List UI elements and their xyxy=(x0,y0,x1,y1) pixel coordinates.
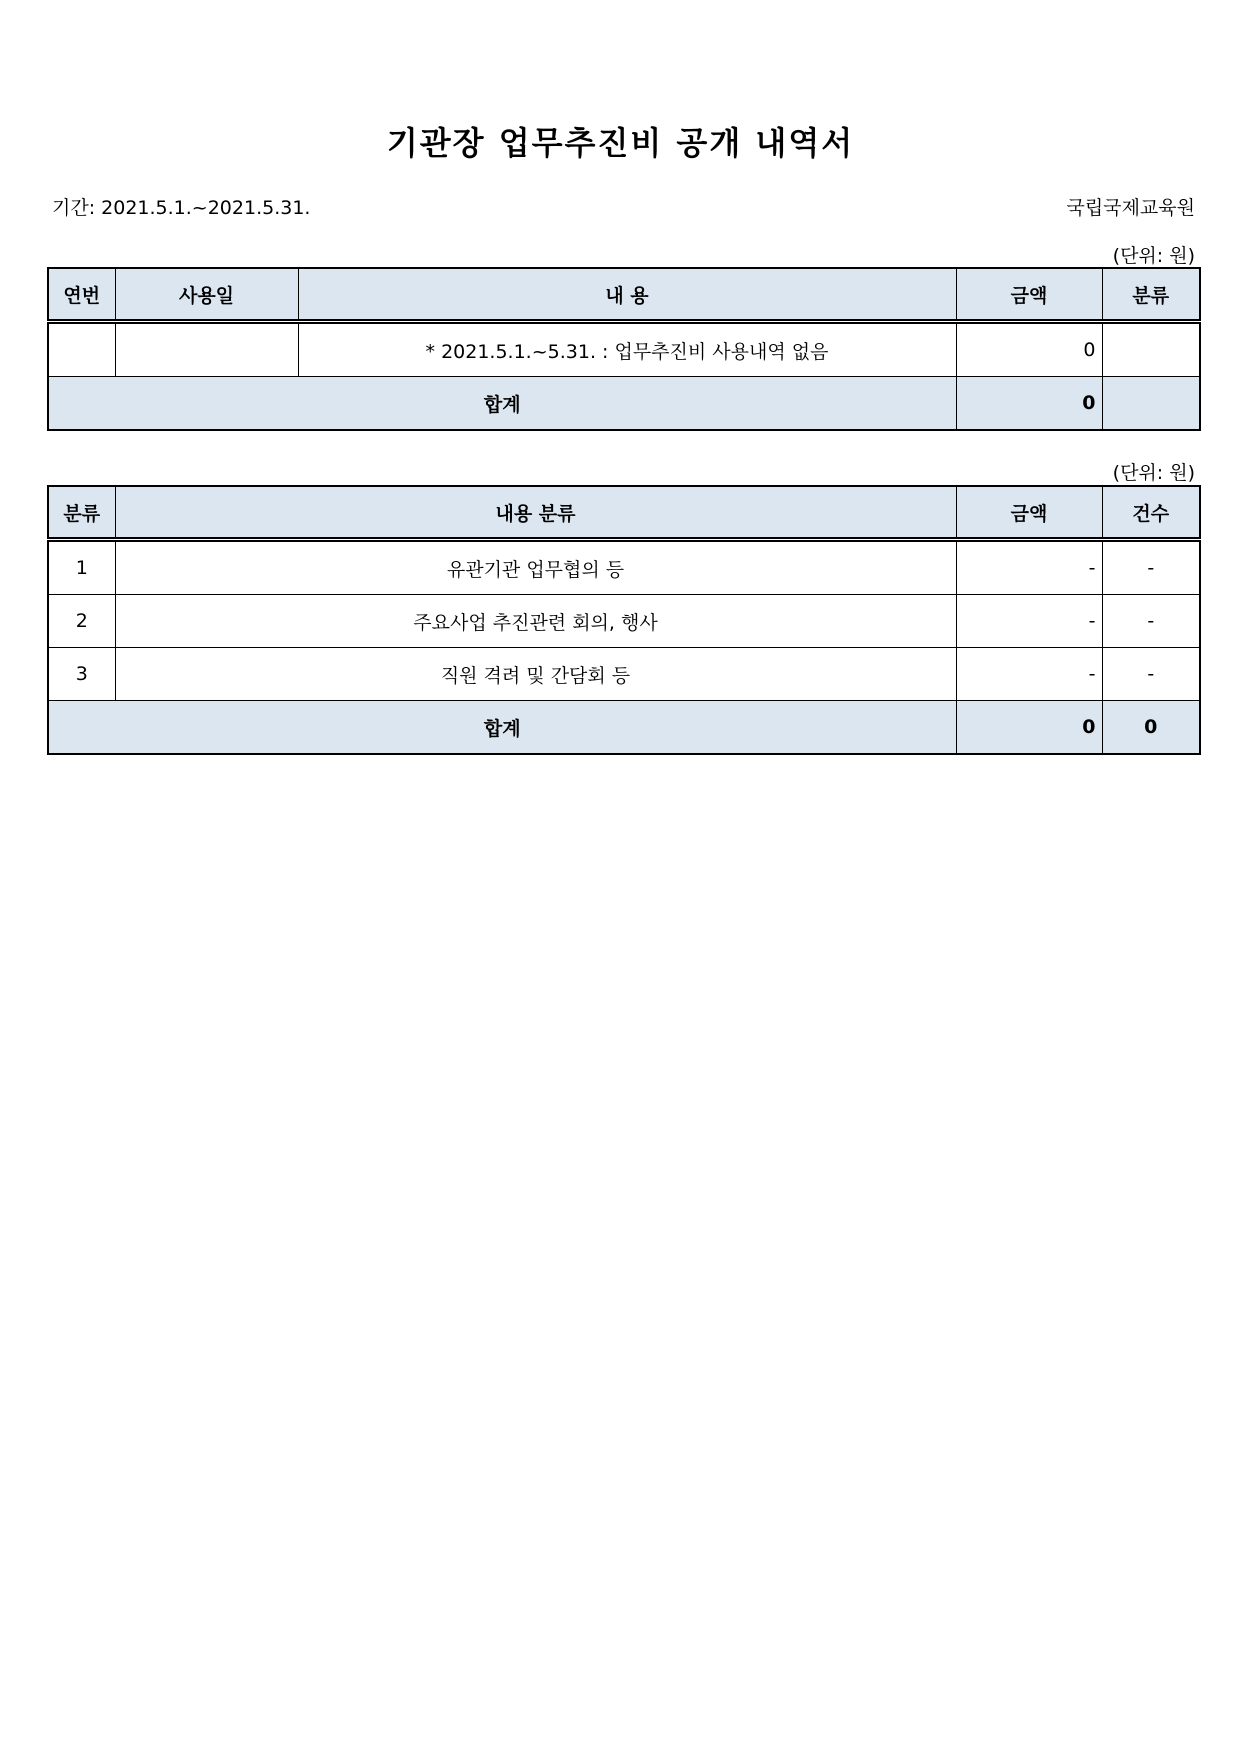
total-row xyxy=(48,377,1200,431)
cell-count: - xyxy=(1102,540,1200,595)
cell-amount: - xyxy=(956,648,1102,701)
total-label: 합계 xyxy=(48,701,956,755)
cell-content: 직원 격려 및 간담회 등 xyxy=(115,648,956,701)
header-content-category: 내용 분류 xyxy=(115,486,956,540)
total-category xyxy=(1102,377,1200,431)
cell-no xyxy=(48,322,115,377)
period-label: 기간: 2021.5.1.~2021.5.31. xyxy=(52,197,311,219)
total-amount: 0 xyxy=(956,701,1102,755)
header-no: 연번 xyxy=(48,268,115,322)
table-row xyxy=(48,322,1200,377)
table-row xyxy=(48,540,1200,595)
cell-count: - xyxy=(1102,648,1200,701)
total-row xyxy=(48,701,1200,755)
document-title: 기관장 업무추진비 공개 내역서 xyxy=(386,124,855,162)
table-header-row xyxy=(48,486,1200,540)
cell-amount: - xyxy=(956,540,1102,595)
header-category: 분류 xyxy=(48,486,115,540)
header-amount: 금액 xyxy=(956,486,1102,540)
organization-name: 국립국제교육원 xyxy=(1066,197,1195,219)
cell-no: 2 xyxy=(48,595,115,648)
table-row xyxy=(48,648,1200,701)
header-amount: 금액 xyxy=(956,268,1102,322)
cell-amount: 0 xyxy=(956,322,1102,377)
expense-detail-table xyxy=(47,267,1201,431)
table-header-row xyxy=(48,268,1200,322)
header-content: 내 용 xyxy=(298,268,956,322)
header-category: 분류 xyxy=(1102,268,1200,322)
cell-no: 1 xyxy=(48,540,115,595)
cell-category xyxy=(1102,322,1200,377)
expense-summary-table xyxy=(47,485,1201,755)
header-date: 사용일 xyxy=(115,268,298,322)
total-count: 0 xyxy=(1102,701,1200,755)
unit-label-1: (단위: 원) xyxy=(1112,245,1195,267)
header-count: 건수 xyxy=(1102,486,1200,540)
total-amount: 0 xyxy=(956,377,1102,431)
cell-count: - xyxy=(1102,595,1200,648)
table-row xyxy=(48,595,1200,648)
cell-content: 유관기관 업무협의 등 xyxy=(115,540,956,595)
cell-content: * 2021.5.1.~5.31. : 업무추진비 사용내역 없음 xyxy=(298,322,956,377)
cell-content: 주요사업 추진관련 회의, 행사 xyxy=(115,595,956,648)
total-label: 합계 xyxy=(48,377,956,431)
cell-no: 3 xyxy=(48,648,115,701)
cell-amount: - xyxy=(956,595,1102,648)
cell-date xyxy=(115,322,298,377)
unit-label-2: (단위: 원) xyxy=(1112,462,1195,484)
